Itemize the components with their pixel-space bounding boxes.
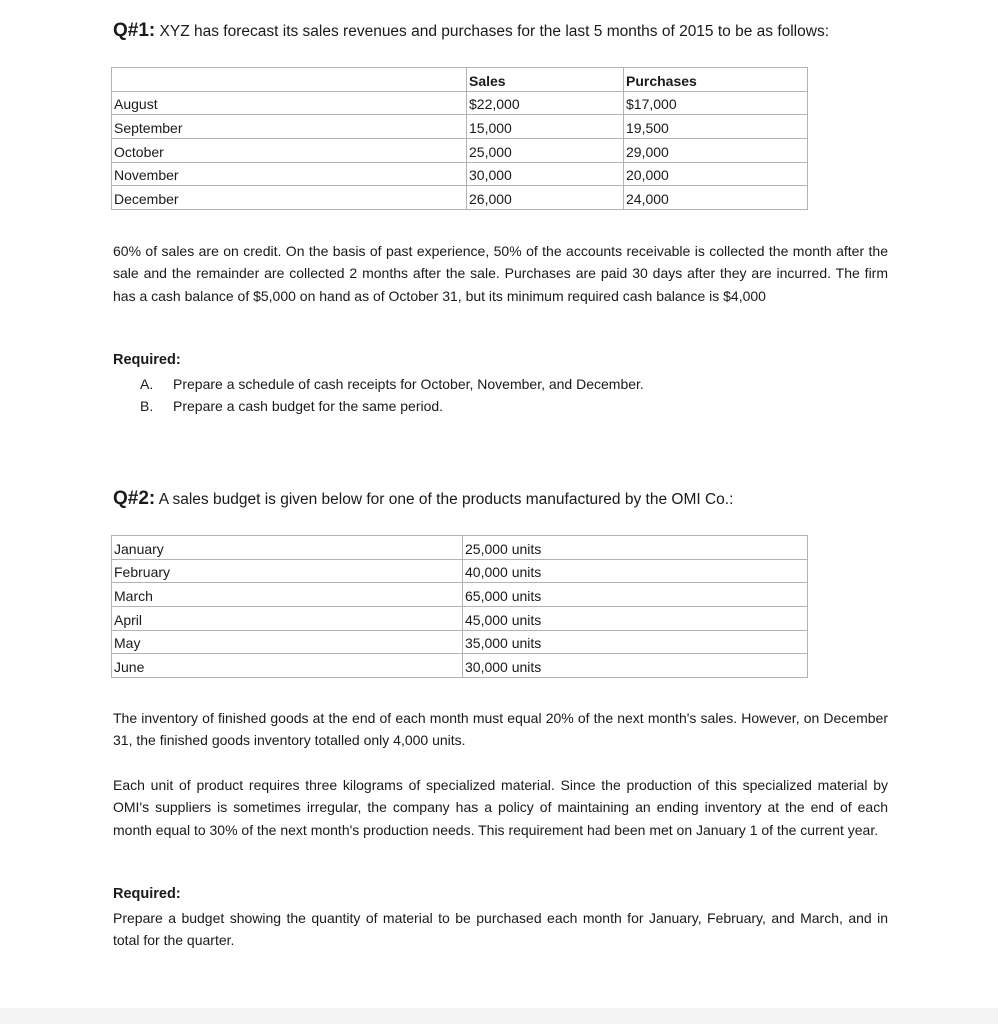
month-cell: October bbox=[112, 139, 467, 163]
item-text: Prepare a cash budget for the same period. bbox=[173, 398, 444, 414]
q1-sales-purchases-table bbox=[111, 67, 808, 210]
month-cell: May bbox=[112, 630, 463, 654]
table-row bbox=[112, 630, 808, 654]
month-cell: February bbox=[112, 559, 463, 583]
table-row bbox=[112, 654, 808, 678]
sales-cell: 15,000 bbox=[467, 115, 624, 139]
q1-paragraph: 60% of sales are on credit. On the basis of past experience, 50% of the accounts receivable is collected the month after the sale and the remainder are collected 2 months after the sale. Purchases are paid 30 days after they are incurred. The firm has a cash balance of $5,000 on hand as of October 31, but its minimum required cash balance is $4,000 bbox=[113, 243, 888, 304]
q2-required-text: Prepare a budget showing the quantity of material to be purchased each month for January, February, and March, and in total for the quarter. bbox=[113, 910, 888, 949]
month-cell: January bbox=[112, 536, 463, 560]
month-cell: November bbox=[112, 162, 467, 186]
item-letter: B. bbox=[140, 398, 154, 414]
page-bottom-edge bbox=[0, 1008, 998, 1024]
sales-cell: 30,000 bbox=[467, 162, 624, 186]
item-text: Prepare a schedule of cash receipts for October, November, and December. bbox=[173, 376, 644, 392]
q2-label: Q#2: bbox=[113, 488, 156, 509]
q2-sales-budget-table bbox=[111, 535, 808, 678]
q1-required-label: Required: bbox=[113, 352, 181, 368]
month-cell: June bbox=[112, 654, 463, 678]
header-blank-cell bbox=[112, 68, 467, 92]
list-item bbox=[140, 373, 644, 395]
units-cell: 40,000 units bbox=[463, 559, 808, 583]
q1-label: Q#1: bbox=[113, 20, 156, 41]
purchases-cell: 20,000 bbox=[624, 162, 808, 186]
q1-heading bbox=[113, 20, 829, 42]
purchases-cell: 24,000 bbox=[624, 186, 808, 210]
header-purchases: Purchases bbox=[624, 68, 808, 92]
sales-cell: 26,000 bbox=[467, 186, 624, 210]
month-cell: August bbox=[112, 91, 467, 115]
q2-heading bbox=[113, 488, 733, 510]
units-cell: 45,000 units bbox=[463, 607, 808, 631]
table-row bbox=[112, 583, 808, 607]
units-cell: 30,000 units bbox=[463, 654, 808, 678]
sales-cell: $22,000 bbox=[467, 91, 624, 115]
month-cell: December bbox=[112, 186, 467, 210]
month-cell: April bbox=[112, 607, 463, 631]
month-cell: September bbox=[112, 115, 467, 139]
header-sales: Sales bbox=[467, 68, 624, 92]
q2-paragraph-inventory: The inventory of finished goods at the end of each month must equal 20% of the next month's sales. However, on December 31, the finished goods inventory totalled only 4,000 units. bbox=[113, 710, 888, 749]
purchases-cell: 19,500 bbox=[624, 115, 808, 139]
table-row bbox=[112, 139, 808, 163]
table-row bbox=[112, 559, 808, 583]
sales-cell: 25,000 bbox=[467, 139, 624, 163]
table-row bbox=[112, 536, 808, 560]
item-letter: A. bbox=[140, 376, 154, 392]
table-row bbox=[112, 115, 808, 139]
purchases-cell: $17,000 bbox=[624, 91, 808, 115]
table-row bbox=[112, 91, 808, 115]
units-cell: 65,000 units bbox=[463, 583, 808, 607]
table-row bbox=[112, 162, 808, 186]
table-row bbox=[112, 186, 808, 210]
q2-paragraph-material: Each unit of product requires three kilograms of specialized material. Since the production of this specialized material by OMI's suppliers is sometimes irregular, the company has a policy of maintaining an ending inventory at the end of each month equal to 30% of the next month's production needs. This requirement had been met on January 1 of the current year. bbox=[113, 777, 888, 838]
q2-heading-text: A sales budget is given below for one of the products manufactured by the OMI Co.: bbox=[155, 491, 734, 508]
units-cell: 35,000 units bbox=[463, 630, 808, 654]
q1-heading-text: XYZ has forecast its sales revenues and purchases for the last 5 months of 2015 to be as follows: bbox=[155, 23, 830, 40]
q2-required-label: Required: bbox=[113, 886, 181, 902]
units-cell: 25,000 units bbox=[463, 536, 808, 560]
table-row bbox=[112, 607, 808, 631]
q1-required-list bbox=[140, 373, 644, 417]
purchases-cell: 29,000 bbox=[624, 139, 808, 163]
month-cell: March bbox=[112, 583, 463, 607]
list-item bbox=[140, 395, 644, 417]
table-header-row bbox=[112, 68, 808, 92]
